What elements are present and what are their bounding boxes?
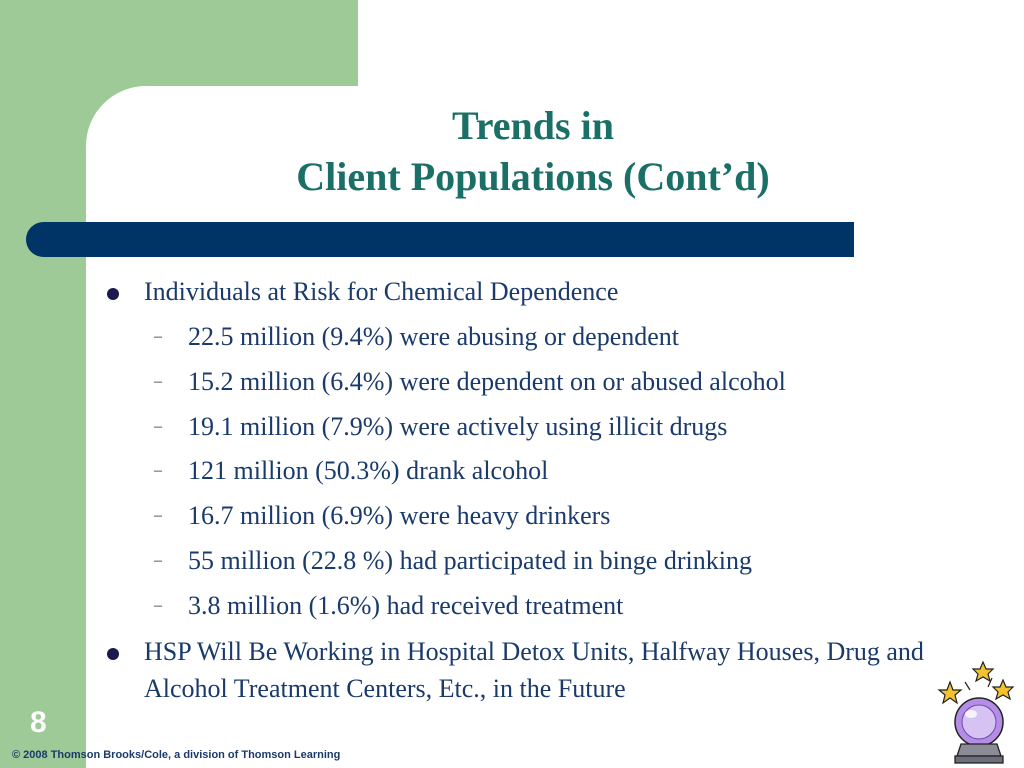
copyright-footer: © 2008 Thomson Brooks/Cole, a division of Thomson Learning bbox=[12, 749, 341, 761]
dash-icon: – bbox=[154, 462, 162, 479]
bullet-item bbox=[144, 273, 974, 310]
dash-icon: – bbox=[154, 328, 162, 345]
dash-icon: – bbox=[154, 373, 162, 390]
sub-bullet-item bbox=[154, 318, 679, 355]
dash-icon: – bbox=[154, 418, 162, 435]
sub-bullet-item bbox=[154, 542, 752, 579]
sub-bullet-text: 121 million (50.3%) drank alcohol bbox=[188, 456, 549, 485]
sub-bullet-text: 19.1 million (7.9%) were actively using illicit drugs bbox=[188, 412, 728, 441]
bullet-text: HSP Will Be Working in Hospital Detox Units, Halfway Houses, Drug and Alcohol Treatment Centers, Etc., in the Future bbox=[144, 637, 924, 703]
dash-icon: – bbox=[154, 597, 162, 614]
sub-bullet-text: 22.5 million (9.4%) were abusing or dependent bbox=[188, 322, 679, 351]
title-line-2: Client Populations (Cont’d) bbox=[296, 154, 770, 199]
sub-bullet-item bbox=[154, 497, 611, 534]
sub-bullet-item bbox=[154, 363, 786, 400]
sub-bullet-text: 15.2 million (6.4%) were dependent on or abused alcohol bbox=[188, 367, 786, 396]
sub-bullet-text: 3.8 million (1.6%) had received treatment bbox=[188, 591, 624, 620]
crystal-ball-icon bbox=[935, 660, 1020, 765]
bullet-dot-icon bbox=[107, 648, 119, 660]
bullet-dot-icon bbox=[107, 288, 119, 300]
sub-bullet-item bbox=[154, 408, 728, 445]
sub-bullet-text: 16.7 million (6.9%) were heavy drinkers bbox=[188, 501, 611, 530]
title-line-1: Trends in bbox=[452, 103, 614, 148]
sub-bullet-item bbox=[154, 587, 624, 624]
bullet-item bbox=[144, 633, 964, 707]
page-number: 8 bbox=[30, 706, 47, 739]
dash-icon: – bbox=[154, 507, 162, 524]
dash-icon: – bbox=[154, 552, 162, 569]
sub-bullet-item bbox=[154, 452, 549, 489]
bullet-text: Individuals at Risk for Chemical Dependence bbox=[144, 277, 619, 306]
sub-bullet-text: 55 million (22.8 %) had participated in binge drinking bbox=[188, 546, 752, 575]
